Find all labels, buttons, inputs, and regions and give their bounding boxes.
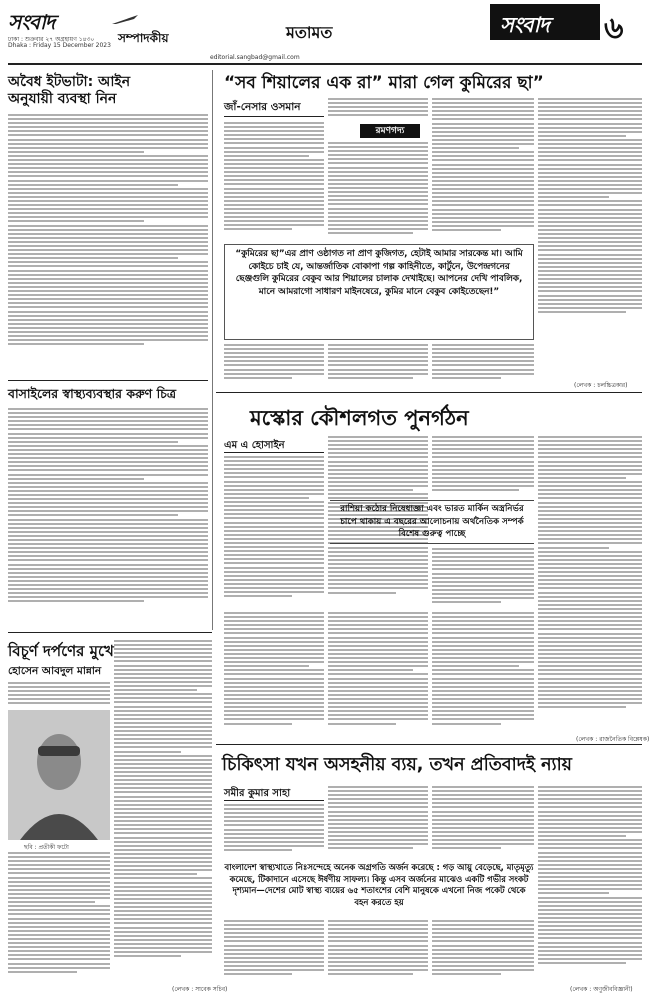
page-number: ৬ bbox=[604, 11, 624, 46]
mosque-article-author: এম এ হোসাইন bbox=[224, 440, 285, 451]
author-photo bbox=[8, 710, 110, 840]
quill-icon bbox=[112, 10, 140, 22]
treatment-article-headline: চিকিৎসা যখন অসহনীয় ব্যয়, তখন প্রতিবাদই ন্যায় bbox=[222, 755, 572, 775]
main-article-headline: “সব শিয়ালের এক রা” মারা গেল কুমিরের ছা” bbox=[224, 73, 544, 93]
main-article-pull-quote: “কুমিরের ছা”এর প্রাণ ওষ্ঠাগত না প্রাণ কুজিগত, হেটাই আমার সারকেন্ত মা। আমি কোইচে চাই যে, আন্তর্জাতিক বোকাপা গল্প কাহিনীতে, কার্টুনে, উপেন্দ্রগনের ছেঞ্জগুলি কুমিরের বেকুব আর শিয়ালের চালাক দেখাইছে। আপনের দেখি পাবলিক, মানে আমরাগো সাধারণ মাইনষেরে, কুমির মানে বেকুব কোইতেছেন!” bbox=[235, 249, 523, 297]
treatment-col1-top bbox=[224, 804, 324, 858]
treatment-article-credit: (লেখক : অণুজীববিজ্ঞানী) bbox=[570, 986, 633, 993]
mosque-col2-bottom bbox=[328, 612, 428, 736]
editorial-1-title bbox=[8, 74, 130, 108]
main-article-credit: (লেখক : চলচ্চিত্রকার) bbox=[574, 382, 628, 389]
editorial-email[interactable]: editorial.sangbad@gmail.com bbox=[210, 54, 300, 61]
mosque-col3-top bbox=[432, 436, 534, 498]
portrait-image bbox=[8, 710, 110, 840]
treatment-col2-top bbox=[328, 786, 428, 858]
mirror-photo-caption: ছবি : প্রতীকী ফটো bbox=[24, 844, 69, 851]
treatment-author-underline bbox=[224, 800, 324, 801]
main-article-col2-top bbox=[328, 98, 428, 122]
dateline-bn: ঢাকা : শুক্রবার ২৭ অগ্রহায়ণ ১৪৩০ bbox=[8, 36, 95, 43]
mosque-col3-bottom bbox=[432, 612, 534, 736]
mosque-article-headline: মস্কোর কৌশলগত পুনর্গঠন bbox=[250, 406, 469, 430]
subhead-box bbox=[360, 124, 420, 138]
main-article-author: জাঁ-নেসার ওসমান bbox=[224, 101, 301, 113]
main-article-col3-top bbox=[432, 98, 534, 244]
mosque-col4 bbox=[538, 436, 642, 736]
author-underline bbox=[224, 116, 324, 117]
treatment-col3-bottom bbox=[432, 920, 534, 982]
mirror-article-headline: বিচূর্ণ দর্পণের মুখে bbox=[8, 642, 114, 660]
column-divider-left bbox=[212, 70, 213, 630]
mosque-pull-quote: রাশিয়া কঠোর নিষেধাজ্ঞা এবং ভারত মার্কিন অস্ত্রনির্ভর চাপে থাকায় এ বছরের আলোচনায় অর্থনৈতিক সম্পর্ক বিশেষ গুরুত্ব পাচ্ছে bbox=[340, 504, 524, 539]
mosque-col1-top bbox=[224, 456, 324, 608]
main-article-col4 bbox=[538, 98, 642, 328]
main-article-pull-quote-box bbox=[224, 244, 534, 340]
treatment-col3-top bbox=[432, 786, 534, 858]
main-article-col1-top bbox=[224, 122, 324, 240]
page-section-title: মতামত bbox=[286, 23, 333, 42]
dateline-en: Dhaka : Friday 15 December 2023 bbox=[8, 42, 111, 49]
mosque-pull-quote-box bbox=[330, 500, 534, 544]
mirror-article-credit: (লেখক : সাবেক সচিব) bbox=[172, 986, 228, 993]
mirror-col1-bottom bbox=[8, 852, 110, 982]
main-article-col2-bottom bbox=[328, 344, 428, 384]
editorial-1-title-line1: অবৈধ ইটভাটা: আইন bbox=[8, 74, 131, 90]
divider-treatment bbox=[216, 744, 642, 745]
main-article-col3-bottom bbox=[432, 344, 534, 384]
treatment-col2-bottom bbox=[328, 920, 428, 982]
treatment-col1-bottom bbox=[224, 920, 324, 982]
treatment-col4 bbox=[538, 786, 642, 982]
editorial-1-title-line2: অনুযায়ী ব্যবস্থা নিন bbox=[8, 91, 117, 107]
mirror-col1-top bbox=[8, 682, 110, 708]
main-article-col1-bottom bbox=[224, 344, 324, 384]
editorial-divider bbox=[8, 380, 208, 381]
section-label: সম্পাদকীয় bbox=[118, 31, 169, 45]
masthead-logo-right: সংবাদ bbox=[500, 13, 549, 37]
mosque-article-credit: (লেখক : রাজনৈতিক বিশ্লেষক) bbox=[576, 736, 650, 743]
treatment-pull-quote: বাংলাদেশ স্বাস্থ্যখাতে নিঃসন্দেহে অনেক অগ্রগতি অর্জন করেছে : গড় আয়ু বেড়েছে, মাতৃমৃত্যু কমেছে, টিকাদানে এসেছে ঈর্ষণীয় সাফল্য। কিন্তু এসব অর্জনের মাঝেও একটি গভীর সংকট দৃশ্যমান—দেশের মোট স্বাস্থ্য ব্যয়ের ৬৫ শতাংশের বেশি মানুষকে এখনো নিজ পকেট থেকে বহন করতে হয় bbox=[224, 862, 534, 907]
editorial-2-body bbox=[8, 408, 208, 626]
main-article-subhead: রমণগদ্য bbox=[375, 126, 405, 136]
editorial-1-body bbox=[8, 114, 208, 376]
mosque-author-underline bbox=[224, 452, 324, 453]
mirror-article-author: হোসেন আবদুল মান্নান bbox=[8, 665, 102, 677]
mirror-col2 bbox=[114, 640, 212, 982]
editorial-2-title: বাসাইলের স্বাস্থ্যব্যবস্থার করুণ চিত্র bbox=[8, 386, 177, 401]
mosque-col1-bottom bbox=[224, 612, 324, 736]
masthead-rule bbox=[8, 63, 642, 65]
masthead-logo-left: সংবাদ bbox=[8, 10, 55, 34]
divider-mirror bbox=[8, 632, 212, 633]
treatment-pull-quote-box bbox=[224, 862, 534, 916]
masthead-logo-box bbox=[490, 4, 600, 40]
mosque-col3-mid bbox=[432, 548, 534, 610]
main-article-col2-mid bbox=[328, 142, 428, 242]
divider-mosque bbox=[216, 392, 642, 393]
treatment-article-author: সমীর কুমার সাহা bbox=[224, 788, 291, 799]
